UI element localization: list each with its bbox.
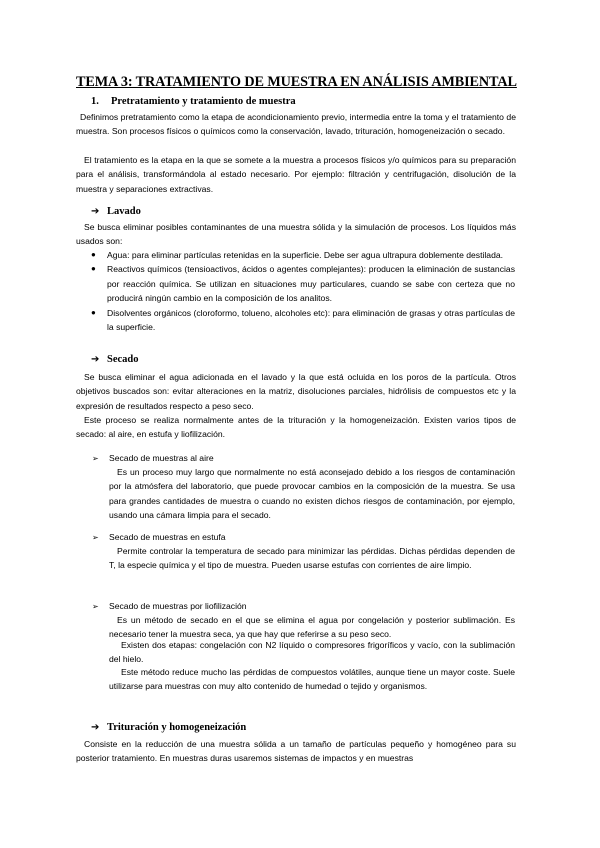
trituracion-heading — [91, 722, 246, 733]
arrowhead-icon: ➢ — [92, 533, 99, 542]
bullet-icon: ● — [91, 264, 96, 274]
secado-aire-heading: ➢ Secado de muestras al aire — [92, 451, 214, 466]
secado-paragraph-1: Se busca eliminar el agua adicionada en el lavado y la que está ocluida en los poros de la partícula. Otros objetivos buscados son: evitar alteraciones en la matriz, disoluciones parciales, hidrólisis de compuestos etc y la expresión de resultados respecto a peso seco. — [76, 372, 516, 411]
secado-paragraph-2: Este proceso se realiza normalmente antes de la trituración y la homogeneización. Existen varios tipos de secado: al aire, en estufa y liofilización. — [76, 415, 516, 440]
secado-estufa-heading: ➢ Secado de muestras en estufa — [92, 530, 226, 545]
pretratamiento-paragraph: Definimos pretratamiento como la etapa de acondicionamiento previo, intermedia entre la toma y el tratamiento de muestra. Son procesos físicos o químicos como la conservación, lavado, trituración, homogeneización o secado. — [76, 112, 516, 137]
bullet-icon: ● — [91, 250, 96, 259]
list-item: ● Disolventes orgánicos (cloroformo, tolueno, alcoholes etc): para eliminación de grasas y otras partículas de la superficie. — [91, 307, 515, 333]
secado-liofilizacion-heading: ➢ Secado de muestras por liofilización — [92, 599, 247, 614]
section-1-title: Pretratamiento y tratamiento de muestra — [111, 96, 296, 107]
secado-estufa-paragraph: Permite controlar la temperatura de secado para minimizar las pérdidas. Dichas pérdidas dependen de T, la especie química y el tipo de muestra. Pueden usarse estufas con corrientes de aire limpio. — [109, 546, 515, 571]
liofilizacion-paragraph-3: Este método reduce mucho las pérdidas de compuestos volátiles, aunque tiene un mayor coste. Suele utilizarse para muestras con muy alto contenido de humedad o tejido y organismos. — [109, 667, 515, 692]
arrowhead-icon: ➢ — [92, 602, 99, 611]
lavado-heading — [91, 206, 141, 217]
liofilizacion-paragraph-1: Es un método de secado en el que se elimina el agua por congelación y posterior sublimación. Es necesario tener la muestra seca, ya que hay que referirse a su peso seco. — [109, 615, 515, 640]
list-item: ● Agua: para eliminar partículas retenidas en la superficie. Debe ser agua ultrapura doblemente destilada. — [87, 248, 515, 262]
arrow-right-icon: ➔ — [91, 354, 100, 365]
liofilizacion-paragraph-2: Existen dos etapas: congelación con N2 líquido o compresores frigoríficos y vacío, con la sublimación del hielo. — [109, 640, 515, 665]
section-1-number: 1. — [91, 96, 99, 107]
secado-title: Secado — [107, 354, 139, 365]
arrowhead-icon: ➢ — [92, 454, 99, 463]
bullet-icon: ● — [91, 307, 96, 317]
arrow-right-icon: ➔ — [91, 206, 100, 217]
lavado-intro: Se busca eliminar posibles contaminantes de una muestra sólida y la simulación de procesos. Los líquidos más usados son: — [76, 222, 516, 247]
arrow-right-icon: ➔ — [91, 722, 100, 733]
list-item: ● Reactivos químicos (tensioactivos, ácidos o agentes complejantes): producen la eliminación de sustancias por reacción química. Se utilizan en situaciones muy particulares, cuando se sabe con certeza que no producirá ningún cambio en la composición de los analitos. — [91, 264, 515, 304]
secado-aire-paragraph: Es un proceso muy largo que normalmente no está aconsejado debido a los riesgos de contaminación por la atmósfera del laboratorio, que puede provocar cambios en la composición de la muestra. Se usa para grandes cantidades de muestra o cuando no existen dichos riesgos de contaminación, por ejemplo, usando una cámara limpia para el secado. — [109, 467, 515, 521]
section-1-heading — [91, 96, 296, 107]
document-title: TEMA 3: TRATAMIENTO DE MUESTRA EN ANÁLISIS AMBIENTAL — [76, 74, 517, 90]
tratamiento-paragraph: El tratamiento es la etapa en la que se somete a la muestra a procesos físicos y/o químicos para su preparación para el análisis, transformándola al estado necesario. Por ejemplo: filtración y centrifugación, disolución de la muestra y separaciones extractivas. — [76, 155, 516, 194]
trituracion-title: Trituración y homogeneización — [107, 722, 247, 733]
secado-heading — [91, 354, 139, 365]
trituracion-paragraph: Consiste en la reducción de una muestra sólida a un tamaño de partículas pequeño y homogéneo para su posterior tratamiento. En muestras duras usaremos sistemas de impactos y en muestras — [76, 739, 516, 764]
lavado-title: Lavado — [107, 206, 141, 217]
lavado-list — [87, 248, 515, 334]
